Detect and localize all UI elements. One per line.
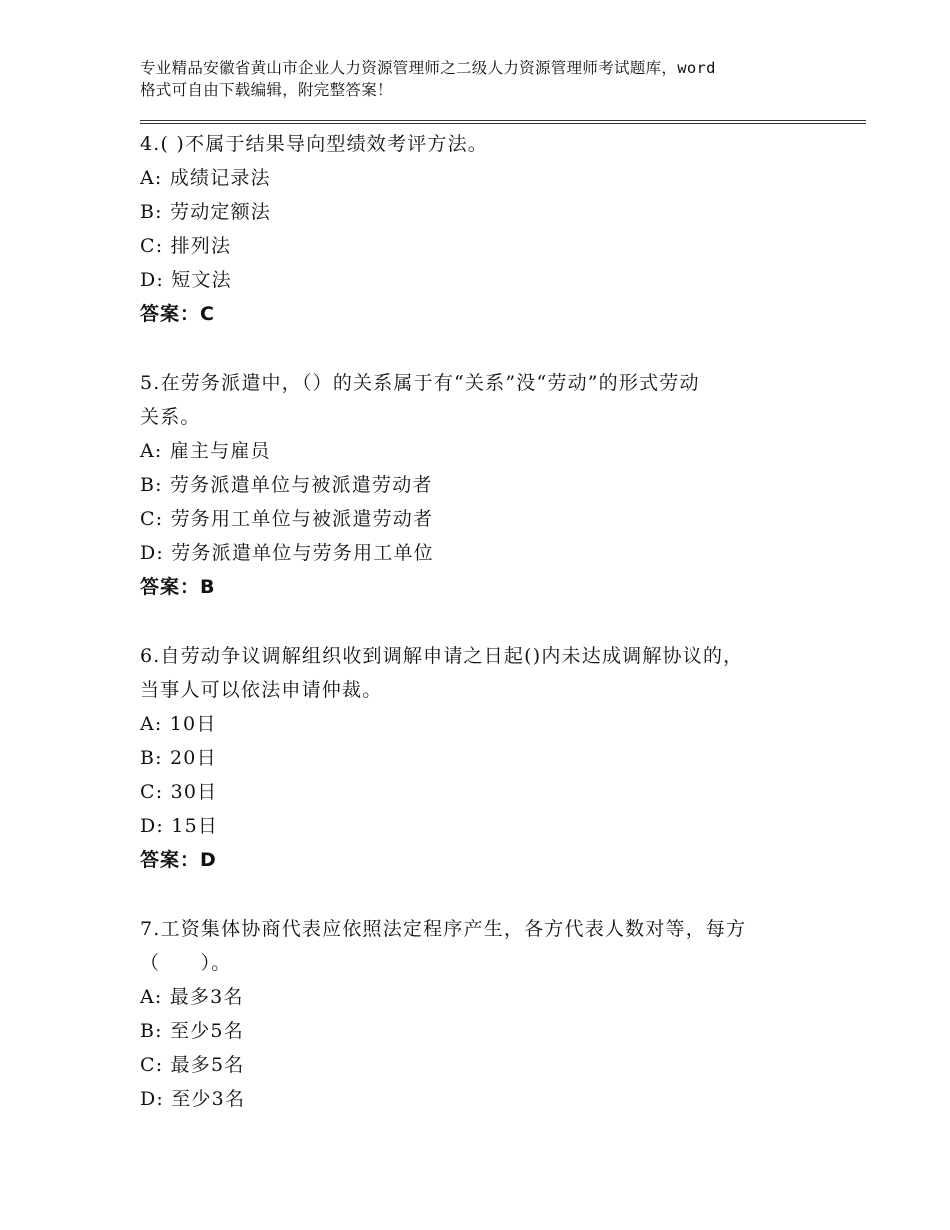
option-c: C: 30日 xyxy=(140,781,218,803)
option-a: A: 成绩记录法 xyxy=(140,167,271,189)
option-d: D: 15日 xyxy=(140,815,219,837)
question-stem-continued: （ ）。 xyxy=(140,952,232,974)
option-b: B: 20日 xyxy=(140,747,217,769)
question-stem: 4.( )不属于结果导向型绩效考评方法。 xyxy=(140,133,488,155)
answer-label: 答案：D xyxy=(140,849,217,871)
header-line-1: 专业精品安徽省黄山市企业人力资源管理师之二级人力资源管理师考试题库，word xyxy=(140,59,716,77)
option-b: B: 至少5名 xyxy=(140,1020,244,1042)
option-a: A: 10日 xyxy=(140,713,217,735)
option-b: B: 劳务派遣单位与被派遣劳动者 xyxy=(140,474,433,496)
question-7 xyxy=(140,912,840,1116)
document-header xyxy=(140,57,830,101)
option-d: D: 劳务派遣单位与劳务用工单位 xyxy=(140,542,434,564)
answer-label: 答案：C xyxy=(140,303,215,325)
option-a: A: 最多3名 xyxy=(140,986,244,1008)
question-6 xyxy=(140,639,840,877)
question-stem-continued: 当事人可以依法申请仲裁。 xyxy=(140,679,383,701)
option-d: D: 至少3名 xyxy=(140,1088,246,1110)
answer-label: 答案：B xyxy=(140,576,216,598)
question-5 xyxy=(140,366,840,604)
option-d: D: 短文法 xyxy=(140,269,232,291)
option-b: B: 劳动定额法 xyxy=(140,201,272,223)
question-4 xyxy=(140,127,840,331)
option-a: A: 雇主与雇员 xyxy=(140,440,271,462)
header-divider xyxy=(140,120,866,121)
header-divider xyxy=(140,123,866,124)
option-c: C: 排列法 xyxy=(140,235,232,257)
option-c: C: 劳务用工单位与被派遣劳动者 xyxy=(140,508,434,530)
option-c: C: 最多5名 xyxy=(140,1054,245,1076)
header-line-2: 格式可自由下载编辑，附完整答案！ xyxy=(140,81,393,99)
question-stem: 7.工资集体协商代表应依照法定程序产生，各方代表人数对等，每方 xyxy=(140,918,747,940)
question-stem: 5.在劳务派遣中，（）的关系属于有“关系”没“劳动”的形式劳动 xyxy=(140,372,700,394)
question-stem: 6.自劳动争议调解组织收到调解申请之日起()内未达成调解协议的， xyxy=(140,645,744,667)
question-stem-continued: 关系。 xyxy=(140,406,201,428)
